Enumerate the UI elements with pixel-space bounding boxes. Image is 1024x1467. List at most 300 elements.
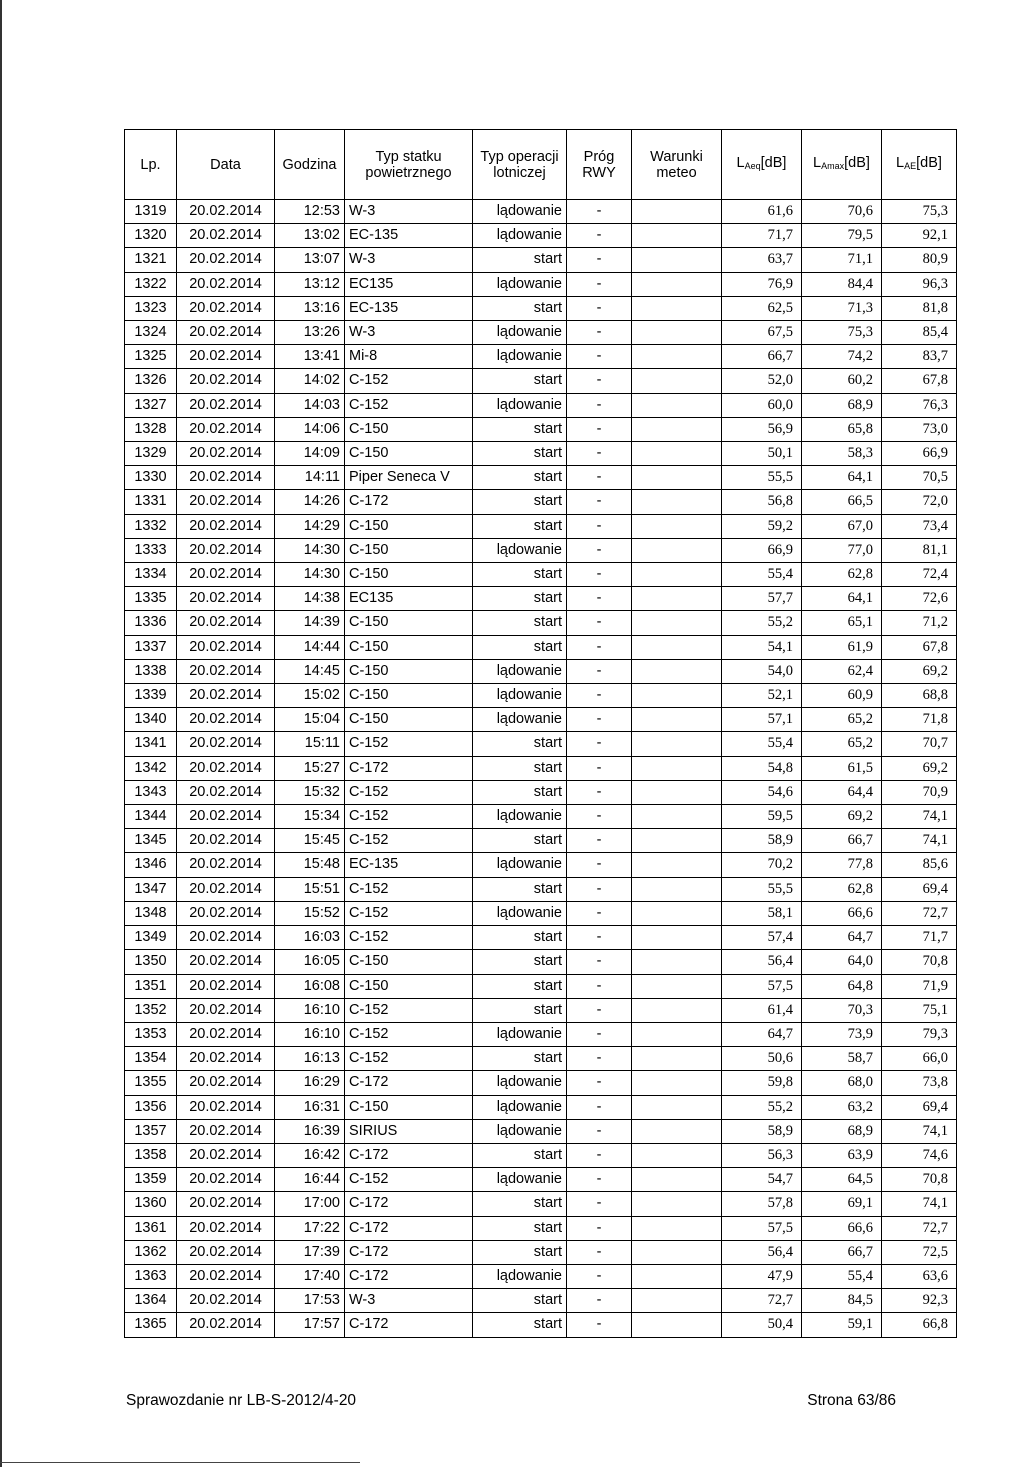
- cell-lae: 69,2: [882, 756, 957, 780]
- cell-laeq: 67,5: [722, 321, 802, 345]
- cell-warunki-meteo: [632, 538, 722, 562]
- table-row: [125, 659, 957, 683]
- cell-lp: 1365: [125, 1313, 177, 1337]
- cell-godzina: 16:10: [275, 998, 345, 1022]
- cell-data: 20.02.2014: [177, 321, 275, 345]
- cell-laeq: 54,7: [722, 1168, 802, 1192]
- cell-lae: 81,8: [882, 296, 957, 320]
- table-row: [125, 200, 957, 224]
- cell-typ-operacji: lądowanie: [473, 1264, 567, 1288]
- cell-laeq: 76,9: [722, 272, 802, 296]
- header-godzina: Godzina: [275, 130, 345, 200]
- cell-warunki-meteo: [632, 514, 722, 538]
- cell-godzina: 14:39: [275, 611, 345, 635]
- table-row: [125, 926, 957, 950]
- cell-lp: 1350: [125, 950, 177, 974]
- cell-lamax: 62,8: [802, 877, 882, 901]
- cell-laeq: 58,9: [722, 829, 802, 853]
- cell-typ-operacji: start: [473, 514, 567, 538]
- cell-prog-rwy: -: [567, 490, 632, 514]
- cell-lamax: 58,7: [802, 1047, 882, 1071]
- cell-lae: 80,9: [882, 248, 957, 272]
- header-lamax: [802, 130, 882, 200]
- cell-warunki-meteo: [632, 635, 722, 659]
- cell-typ-statku: EC-135: [345, 224, 473, 248]
- page-number: Strona 63/86: [807, 1392, 896, 1409]
- cell-data: 20.02.2014: [177, 224, 275, 248]
- report-number: Sprawozdanie nr LB-S-2012/4-20: [126, 1392, 357, 1409]
- cell-godzina: 12:53: [275, 200, 345, 224]
- table-row: [125, 393, 957, 417]
- cell-data: 20.02.2014: [177, 1047, 275, 1071]
- cell-prog-rwy: -: [567, 1119, 632, 1143]
- cell-typ-operacji: start: [473, 780, 567, 804]
- cell-warunki-meteo: [632, 587, 722, 611]
- cell-lae: 83,7: [882, 345, 957, 369]
- cell-godzina: 17:53: [275, 1289, 345, 1313]
- cell-godzina: 17:39: [275, 1240, 345, 1264]
- cell-lae: 76,3: [882, 393, 957, 417]
- cell-godzina: 14:30: [275, 563, 345, 587]
- cell-prog-rwy: -: [567, 950, 632, 974]
- cell-lae: 66,0: [882, 1047, 957, 1071]
- header-typ-statku: Typ statku powietrznego: [345, 130, 473, 200]
- cell-data: 20.02.2014: [177, 466, 275, 490]
- table-row: [125, 272, 957, 296]
- table-row: [125, 756, 957, 780]
- cell-laeq: 50,4: [722, 1313, 802, 1337]
- cell-typ-statku: C-150: [345, 538, 473, 562]
- cell-godzina: 16:05: [275, 950, 345, 974]
- cell-typ-statku: C-172: [345, 1240, 473, 1264]
- cell-typ-statku: C-152: [345, 780, 473, 804]
- cell-warunki-meteo: [632, 926, 722, 950]
- cell-lp: 1342: [125, 756, 177, 780]
- table-row: [125, 998, 957, 1022]
- cell-laeq: 52,1: [722, 684, 802, 708]
- cell-data: 20.02.2014: [177, 538, 275, 562]
- cell-godzina: 15:11: [275, 732, 345, 756]
- cell-godzina: 15:52: [275, 901, 345, 925]
- cell-warunki-meteo: [632, 417, 722, 441]
- cell-typ-operacji: start: [473, 369, 567, 393]
- cell-typ-statku: C-152: [345, 805, 473, 829]
- cell-warunki-meteo: [632, 659, 722, 683]
- cell-godzina: 14:26: [275, 490, 345, 514]
- cell-typ-operacji: start: [473, 587, 567, 611]
- cell-typ-operacji: lądowanie: [473, 805, 567, 829]
- cell-warunki-meteo: [632, 563, 722, 587]
- cell-lp: 1327: [125, 393, 177, 417]
- cell-prog-rwy: -: [567, 1240, 632, 1264]
- cell-lae: 75,1: [882, 998, 957, 1022]
- cell-lamax: 77,0: [802, 538, 882, 562]
- cell-lamax: 55,4: [802, 1264, 882, 1288]
- cell-typ-operacji: start: [473, 829, 567, 853]
- cell-lamax: 71,3: [802, 296, 882, 320]
- cell-typ-statku: C-152: [345, 1168, 473, 1192]
- cell-prog-rwy: -: [567, 272, 632, 296]
- cell-laeq: 64,7: [722, 1022, 802, 1046]
- cell-lp: 1345: [125, 829, 177, 853]
- cell-typ-operacji: start: [473, 1216, 567, 1240]
- header-lp: Lp.: [125, 130, 177, 200]
- cell-laeq: 56,9: [722, 417, 802, 441]
- table-row: [125, 514, 957, 538]
- cell-prog-rwy: -: [567, 563, 632, 587]
- cell-warunki-meteo: [632, 684, 722, 708]
- cell-lp: 1363: [125, 1264, 177, 1288]
- cell-godzina: 16:39: [275, 1119, 345, 1143]
- table-row: [125, 611, 957, 635]
- cell-data: 20.02.2014: [177, 1095, 275, 1119]
- cell-warunki-meteo: [632, 224, 722, 248]
- cell-warunki-meteo: [632, 296, 722, 320]
- cell-lamax: 84,5: [802, 1289, 882, 1313]
- cell-typ-operacji: lądowanie: [473, 684, 567, 708]
- cell-lae: 70,7: [882, 732, 957, 756]
- cell-typ-statku: C-152: [345, 901, 473, 925]
- cell-lp: 1357: [125, 1119, 177, 1143]
- cell-typ-statku: C-152: [345, 926, 473, 950]
- cell-typ-operacji: start: [473, 1313, 567, 1337]
- cell-lp: 1358: [125, 1143, 177, 1167]
- cell-data: 20.02.2014: [177, 1192, 275, 1216]
- cell-typ-statku: C-152: [345, 732, 473, 756]
- cell-lp: 1361: [125, 1216, 177, 1240]
- cell-laeq: 47,9: [722, 1264, 802, 1288]
- cell-laeq: 57,8: [722, 1192, 802, 1216]
- cell-prog-rwy: -: [567, 756, 632, 780]
- cell-lamax: 64,1: [802, 466, 882, 490]
- cell-typ-statku: Mi-8: [345, 345, 473, 369]
- cell-godzina: 14:30: [275, 538, 345, 562]
- cell-laeq: 57,7: [722, 587, 802, 611]
- cell-data: 20.02.2014: [177, 514, 275, 538]
- cell-laeq: 55,5: [722, 466, 802, 490]
- cell-godzina: 17:57: [275, 1313, 345, 1337]
- cell-prog-rwy: -: [567, 974, 632, 998]
- cell-lp: 1330: [125, 466, 177, 490]
- cell-lp: 1355: [125, 1071, 177, 1095]
- cell-lp: 1323: [125, 296, 177, 320]
- header-typ-operacji: Typ operacji lotniczej: [473, 130, 567, 200]
- cell-warunki-meteo: [632, 272, 722, 296]
- cell-warunki-meteo: [632, 490, 722, 514]
- cell-lamax: 66,7: [802, 829, 882, 853]
- cell-typ-statku: EC-135: [345, 853, 473, 877]
- cell-typ-statku: C-152: [345, 877, 473, 901]
- cell-godzina: 14:02: [275, 369, 345, 393]
- cell-lp: 1352: [125, 998, 177, 1022]
- cell-lp: 1347: [125, 877, 177, 901]
- cell-data: 20.02.2014: [177, 829, 275, 853]
- cell-prog-rwy: -: [567, 732, 632, 756]
- cell-typ-statku: C-150: [345, 635, 473, 659]
- cell-typ-statku: EC135: [345, 587, 473, 611]
- cell-typ-operacji: start: [473, 1240, 567, 1264]
- cell-typ-statku: EC135: [345, 272, 473, 296]
- cell-lamax: 63,2: [802, 1095, 882, 1119]
- cell-lamax: 64,8: [802, 974, 882, 998]
- cell-data: 20.02.2014: [177, 805, 275, 829]
- cell-godzina: 14:29: [275, 514, 345, 538]
- cell-laeq: 50,6: [722, 1047, 802, 1071]
- cell-godzina: 15:02: [275, 684, 345, 708]
- cell-typ-statku: C-150: [345, 563, 473, 587]
- cell-typ-statku: W-3: [345, 248, 473, 272]
- cell-prog-rwy: -: [567, 514, 632, 538]
- cell-laeq: 54,1: [722, 635, 802, 659]
- cell-prog-rwy: -: [567, 587, 632, 611]
- cell-typ-operacji: lądowanie: [473, 1168, 567, 1192]
- cell-laeq: 57,4: [722, 926, 802, 950]
- cell-prog-rwy: -: [567, 780, 632, 804]
- cell-lamax: 68,9: [802, 393, 882, 417]
- header-lae-unit: [dB]: [916, 155, 942, 171]
- cell-lae: 75,3: [882, 200, 957, 224]
- cell-typ-operacji: lądowanie: [473, 1022, 567, 1046]
- header-warunki-meteo: Warunki meteo: [632, 130, 722, 200]
- cell-prog-rwy: -: [567, 708, 632, 732]
- cell-typ-operacji: start: [473, 417, 567, 441]
- cell-laeq: 61,6: [722, 200, 802, 224]
- cell-warunki-meteo: [632, 1289, 722, 1313]
- cell-typ-operacji: start: [473, 466, 567, 490]
- cell-lamax: 71,1: [802, 248, 882, 272]
- cell-godzina: 14:38: [275, 587, 345, 611]
- cell-typ-operacji: lądowanie: [473, 1095, 567, 1119]
- cell-lamax: 66,5: [802, 490, 882, 514]
- header-lamax-unit: [dB]: [844, 155, 870, 171]
- cell-godzina: 15:32: [275, 780, 345, 804]
- cell-warunki-meteo: [632, 1313, 722, 1337]
- cell-warunki-meteo: [632, 248, 722, 272]
- cell-typ-operacji: start: [473, 1143, 567, 1167]
- cell-typ-operacji: start: [473, 877, 567, 901]
- table-header-row: [125, 130, 957, 200]
- cell-lae: 73,0: [882, 417, 957, 441]
- cell-warunki-meteo: [632, 321, 722, 345]
- cell-lamax: 70,3: [802, 998, 882, 1022]
- cell-data: 20.02.2014: [177, 684, 275, 708]
- cell-lae: 70,9: [882, 780, 957, 804]
- cell-warunki-meteo: [632, 442, 722, 466]
- cell-prog-rwy: -: [567, 417, 632, 441]
- cell-prog-rwy: -: [567, 805, 632, 829]
- cell-data: 20.02.2014: [177, 1022, 275, 1046]
- cell-typ-operacji: lądowanie: [473, 272, 567, 296]
- cell-laeq: 55,2: [722, 1095, 802, 1119]
- cell-prog-rwy: -: [567, 538, 632, 562]
- cell-godzina: 15:48: [275, 853, 345, 877]
- cell-typ-operacji: lądowanie: [473, 393, 567, 417]
- cell-prog-rwy: -: [567, 466, 632, 490]
- cell-data: 20.02.2014: [177, 369, 275, 393]
- cell-lae: 69,2: [882, 659, 957, 683]
- cell-warunki-meteo: [632, 345, 722, 369]
- cell-typ-operacji: start: [473, 611, 567, 635]
- cell-lp: 1329: [125, 442, 177, 466]
- cell-typ-operacji: lądowanie: [473, 708, 567, 732]
- cell-warunki-meteo: [632, 1192, 722, 1216]
- cell-lamax: 69,2: [802, 805, 882, 829]
- cell-prog-rwy: -: [567, 1047, 632, 1071]
- cell-warunki-meteo: [632, 611, 722, 635]
- cell-data: 20.02.2014: [177, 1264, 275, 1288]
- cell-typ-statku: C-152: [345, 829, 473, 853]
- cell-typ-statku: C-172: [345, 756, 473, 780]
- cell-laeq: 52,0: [722, 369, 802, 393]
- cell-lp: 1353: [125, 1022, 177, 1046]
- cell-prog-rwy: -: [567, 1095, 632, 1119]
- cell-lp: 1349: [125, 926, 177, 950]
- cell-typ-statku: EC-135: [345, 296, 473, 320]
- cell-lae: 70,8: [882, 950, 957, 974]
- cell-lamax: 73,9: [802, 1022, 882, 1046]
- cell-godzina: 13:26: [275, 321, 345, 345]
- cell-laeq: 57,5: [722, 1216, 802, 1240]
- cell-prog-rwy: -: [567, 901, 632, 925]
- cell-warunki-meteo: [632, 1216, 722, 1240]
- table-row: [125, 974, 957, 998]
- cell-lae: 72,7: [882, 901, 957, 925]
- cell-warunki-meteo: [632, 950, 722, 974]
- cell-lae: 70,8: [882, 1168, 957, 1192]
- table-row: [125, 829, 957, 853]
- cell-typ-operacji: start: [473, 950, 567, 974]
- cell-laeq: 61,4: [722, 998, 802, 1022]
- cell-warunki-meteo: [632, 901, 722, 925]
- cell-lae: 69,4: [882, 1095, 957, 1119]
- cell-lae: 63,6: [882, 1264, 957, 1288]
- cell-lae: 92,3: [882, 1289, 957, 1313]
- cell-warunki-meteo: [632, 1071, 722, 1095]
- cell-typ-statku: C-152: [345, 998, 473, 1022]
- cell-lp: 1336: [125, 611, 177, 635]
- cell-laeq: 59,8: [722, 1071, 802, 1095]
- cell-lamax: 59,1: [802, 1313, 882, 1337]
- cell-lae: 73,8: [882, 1071, 957, 1095]
- cell-typ-operacji: start: [473, 998, 567, 1022]
- cell-data: 20.02.2014: [177, 950, 275, 974]
- cell-lamax: 64,1: [802, 587, 882, 611]
- cell-lae: 79,3: [882, 1022, 957, 1046]
- cell-warunki-meteo: [632, 853, 722, 877]
- cell-data: 20.02.2014: [177, 756, 275, 780]
- table-row: [125, 1264, 957, 1288]
- cell-warunki-meteo: [632, 708, 722, 732]
- cell-warunki-meteo: [632, 780, 722, 804]
- cell-prog-rwy: -: [567, 200, 632, 224]
- header-laeq: [722, 130, 802, 200]
- cell-typ-statku: C-150: [345, 684, 473, 708]
- cell-laeq: 63,7: [722, 248, 802, 272]
- cell-lae: 69,4: [882, 877, 957, 901]
- cell-lae: 71,2: [882, 611, 957, 635]
- cell-laeq: 58,9: [722, 1119, 802, 1143]
- table-row: [125, 805, 957, 829]
- cell-laeq: 50,1: [722, 442, 802, 466]
- cell-data: 20.02.2014: [177, 635, 275, 659]
- cell-data: 20.02.2014: [177, 1143, 275, 1167]
- cell-prog-rwy: -: [567, 853, 632, 877]
- cell-lp: 1343: [125, 780, 177, 804]
- cell-prog-rwy: -: [567, 321, 632, 345]
- cell-godzina: 16:08: [275, 974, 345, 998]
- cell-godzina: 16:13: [275, 1047, 345, 1071]
- cell-typ-operacji: start: [473, 1047, 567, 1071]
- cell-godzina: 16:03: [275, 926, 345, 950]
- header-data: Data: [177, 130, 275, 200]
- header-lamax-sub: Amax: [821, 161, 845, 171]
- cell-typ-statku: SIRIUS: [345, 1119, 473, 1143]
- cell-laeq: 57,1: [722, 708, 802, 732]
- cell-lp: 1325: [125, 345, 177, 369]
- cell-lamax: 65,2: [802, 708, 882, 732]
- cell-lp: 1348: [125, 901, 177, 925]
- cell-typ-statku: C-172: [345, 490, 473, 514]
- cell-godzina: 13:02: [275, 224, 345, 248]
- cell-warunki-meteo: [632, 1264, 722, 1288]
- cell-godzina: 15:45: [275, 829, 345, 853]
- cell-lp: 1344: [125, 805, 177, 829]
- cell-data: 20.02.2014: [177, 1119, 275, 1143]
- cell-lp: 1362: [125, 1240, 177, 1264]
- cell-laeq: 55,4: [722, 563, 802, 587]
- cell-typ-statku: C-172: [345, 1264, 473, 1288]
- cell-data: 20.02.2014: [177, 1216, 275, 1240]
- cell-typ-statku: C-152: [345, 369, 473, 393]
- cell-data: 20.02.2014: [177, 877, 275, 901]
- cell-warunki-meteo: [632, 200, 722, 224]
- cell-lamax: 68,9: [802, 1119, 882, 1143]
- cell-lp: 1335: [125, 587, 177, 611]
- cell-data: 20.02.2014: [177, 393, 275, 417]
- cell-godzina: 16:44: [275, 1168, 345, 1192]
- cell-godzina: 15:34: [275, 805, 345, 829]
- table-row: [125, 780, 957, 804]
- cell-data: 20.02.2014: [177, 998, 275, 1022]
- cell-laeq: 59,5: [722, 805, 802, 829]
- table-row: [125, 1168, 957, 1192]
- cell-lae: 72,0: [882, 490, 957, 514]
- cell-lp: 1319: [125, 200, 177, 224]
- cell-lae: 71,8: [882, 708, 957, 732]
- cell-lp: 1334: [125, 563, 177, 587]
- cell-warunki-meteo: [632, 756, 722, 780]
- header-lae-sub: AE: [904, 161, 917, 171]
- table-row: [125, 1192, 957, 1216]
- cell-lamax: 63,9: [802, 1143, 882, 1167]
- cell-prog-rwy: -: [567, 877, 632, 901]
- cell-lamax: 69,1: [802, 1192, 882, 1216]
- cell-lamax: 79,5: [802, 224, 882, 248]
- cell-prog-rwy: -: [567, 248, 632, 272]
- cell-laeq: 60,0: [722, 393, 802, 417]
- cell-lamax: 75,3: [802, 321, 882, 345]
- cell-typ-statku: W-3: [345, 1289, 473, 1313]
- cell-lamax: 62,4: [802, 659, 882, 683]
- cell-typ-statku: C-172: [345, 1143, 473, 1167]
- cell-prog-rwy: -: [567, 635, 632, 659]
- cell-lp: 1326: [125, 369, 177, 393]
- cell-lamax: 61,5: [802, 756, 882, 780]
- cell-laeq: 62,5: [722, 296, 802, 320]
- cell-typ-statku: W-3: [345, 200, 473, 224]
- cell-typ-operacji: lądowanie: [473, 345, 567, 369]
- cell-godzina: 13:16: [275, 296, 345, 320]
